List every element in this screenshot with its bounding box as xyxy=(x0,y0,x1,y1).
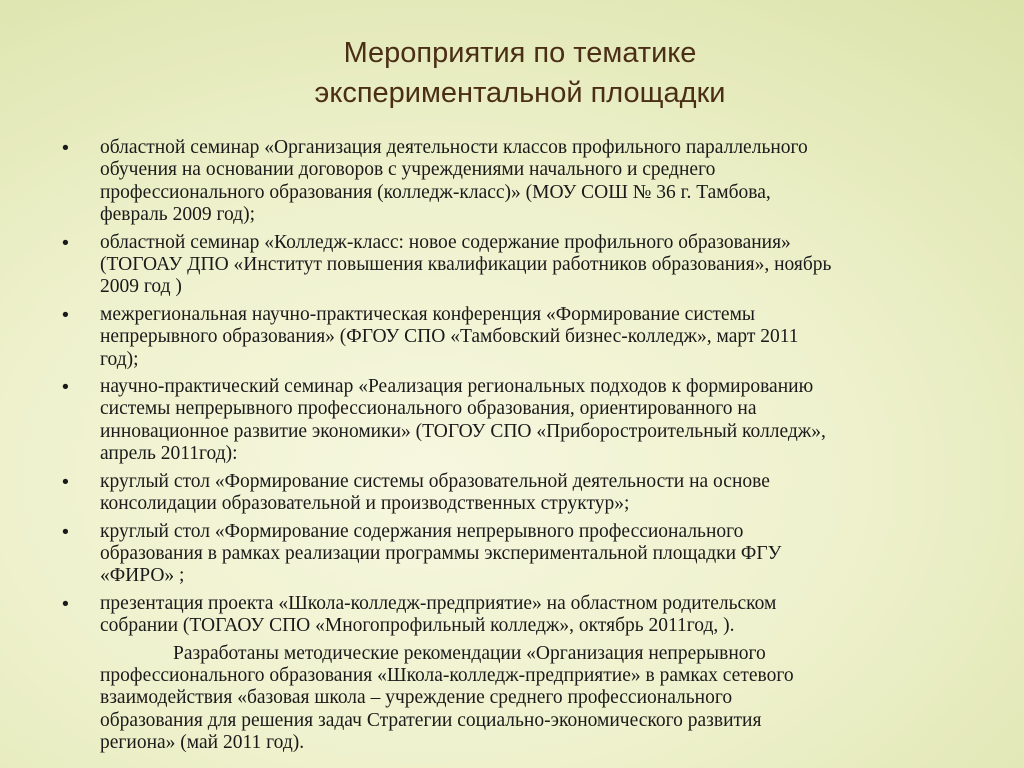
bullet-text-line: презентация проекта «Школа-колледж-предприятие» на областном родительском xyxy=(100,592,777,614)
bullet-list xyxy=(60,137,970,638)
bullet-item xyxy=(60,376,970,466)
bullet-item xyxy=(60,232,970,299)
bullet-text-line: образования в рамках реализации программы экспериментальной площадки ФГУ xyxy=(100,542,782,564)
closing-text-line: региона» (май 2011 год). xyxy=(100,732,305,754)
slide-content xyxy=(60,137,970,755)
bullet-text-line: обучения на основании договоров с учреждениями начального и среднего xyxy=(100,159,716,181)
bullet-text-line: круглый стол «Формирование системы образовательной деятельности на основе xyxy=(100,470,770,492)
bullet-text-line: профессионального образования (колледж-класс)» (МОУ СОШ № 36 г. Тамбова, xyxy=(100,181,771,203)
bullet-text-line: апрель 2011год): xyxy=(100,443,238,465)
bullet-text-line: инновационное развитие экономики» (ТОГОУ СПО «Приборостроительный колледж», xyxy=(100,420,826,442)
bullet-icon: • xyxy=(62,520,69,543)
closing-text-line: профессионального образования «Школа-колледж-предприятие» в рамках сетевого xyxy=(100,664,794,686)
closing-text-line: взаимодействия «базовая школа – учреждение среднего профессионального xyxy=(100,687,733,709)
bullet-icon: • xyxy=(62,303,69,326)
bullet-text-line: февраль 2009 год); xyxy=(100,204,255,226)
bullet-text-line: «ФИРО» ; xyxy=(100,565,185,587)
slide-title-line-2: экспериментальной площадки xyxy=(314,77,726,109)
bullet-icon: • xyxy=(62,376,69,399)
bullet-item xyxy=(60,593,970,638)
closing-text-line: образования для решения задач Стратегии социально-экономического развития xyxy=(100,709,762,731)
bullet-text-line: межрегиональная научно-практическая конференция «Формирование системы xyxy=(100,303,756,325)
bullet-text-line: (ТОГОАУ ДПО «Институт повышения квалификации работников образования», ноябрь xyxy=(100,254,832,276)
bullet-text-line: непрерывного образования» (ФГОУ СПО «Тамбовский бизнес-колледж», март 2011 xyxy=(100,326,799,348)
bullet-text-line: системы непрерывного профессионального образования, ориентированного на xyxy=(100,398,757,420)
bullet-text-line: научно-практический семинар «Реализация региональных подходов к формированию xyxy=(100,376,814,398)
bullet-text-line: консолидации образовательной и производственных структур»; xyxy=(100,493,630,515)
bullet-icon: • xyxy=(62,137,69,159)
bullet-text-line: 2009 год ) xyxy=(100,276,182,298)
bullet-icon: • xyxy=(62,592,69,615)
bullet-item xyxy=(60,304,970,371)
bullet-text-line: год); xyxy=(100,348,139,370)
bullet-item xyxy=(60,137,970,227)
bullet-item xyxy=(60,521,970,588)
bullet-text-line: собрании (ТОГАОУ СПО «Многопрофильный колледж», октябрь 2011год, ). xyxy=(100,615,735,637)
slide-title-line-1: Мероприятия по тематике xyxy=(343,37,697,69)
bullet-item xyxy=(60,471,970,516)
slide-title xyxy=(150,33,890,113)
closing-paragraph xyxy=(60,643,970,755)
bullet-text-line: круглый стол «Формирование содержания непрерывного профессионального xyxy=(100,520,744,542)
bullet-text-line: областной семинар «Колледж-класс: новое содержание профильного образования» xyxy=(100,231,791,253)
bullet-icon: • xyxy=(62,231,69,254)
bullet-text-line: областной семинар «Организация деятельности классов профильного параллельного xyxy=(100,137,808,158)
bullet-icon: • xyxy=(62,470,69,493)
closing-text-line: Разработаны методические рекомендации «Организация непрерывного xyxy=(173,642,766,664)
